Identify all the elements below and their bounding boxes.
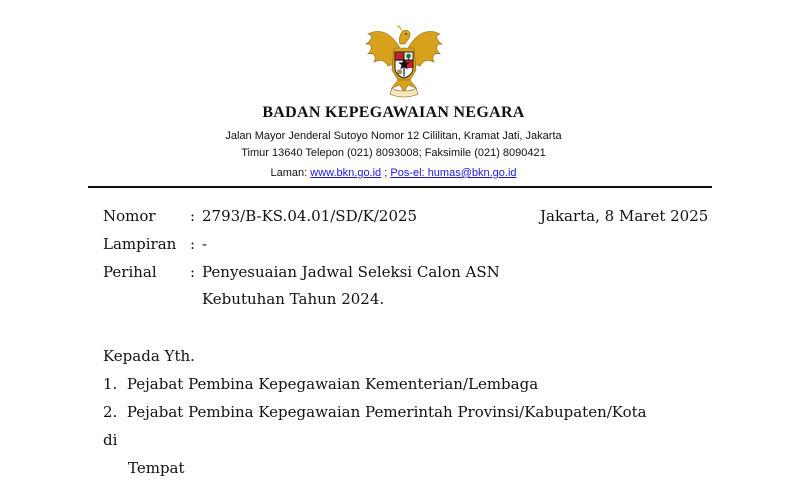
di-text: di: [103, 431, 118, 449]
place-date: Jakarta, 8 Maret 2025: [540, 207, 709, 225]
contact-separator: ;: [384, 167, 388, 179]
lampiran-label: Lampiran: [103, 235, 177, 253]
tempat-text: Tempat: [128, 459, 185, 477]
perihal-value-line2: Kebutuhan Tahun 2024.: [202, 290, 385, 308]
email-link[interactable]: [390, 167, 516, 179]
nomor-value: 2793/B-KS.04.01/SD/K/2025: [202, 207, 418, 225]
lampiran-value: -: [202, 235, 208, 253]
organization-name: BADAN KEPEGAWAIAN NEGARA: [262, 104, 525, 121]
lampiran-colon: :: [190, 235, 196, 253]
website-label: Laman:: [270, 167, 308, 179]
perihal-value-line1: Penyesuaian Jadwal Seleksi Calon ASN: [202, 263, 500, 281]
website-link[interactable]: www.bkn.go.id: [310, 167, 382, 179]
recipient-item-1: 1. Pejabat Pembina Kepegawaian Kementerian/Lembaga: [103, 375, 539, 393]
address-line-1: Jalan Mayor Jenderal Sutoyo Nomor 12 Cililitan, Kramat Jati, Jakarta: [225, 130, 562, 142]
nomor-label: Nomor: [103, 207, 156, 225]
address-line-2: Timur 13640 Telepon (021) 8093008; Faksimile (021) 8090421: [241, 147, 546, 159]
perihal-colon: :: [190, 263, 196, 281]
nomor-colon: :: [190, 207, 196, 225]
email-label: Pos-el:: [390, 167, 425, 179]
garuda-pancasila-emblem-icon: [362, 22, 446, 100]
recipient-intro: Kepada Yth.: [103, 347, 195, 365]
perihal-label: Perihal: [103, 263, 157, 281]
header-divider: [88, 186, 712, 188]
contact-line: [0, 167, 787, 179]
email-address: humas@bkn.go.id: [427, 167, 517, 179]
recipient-item-2: 2. Pejabat Pembina Kepegawaian Pemerintah Provinsi/Kabupaten/Kota: [103, 403, 647, 421]
